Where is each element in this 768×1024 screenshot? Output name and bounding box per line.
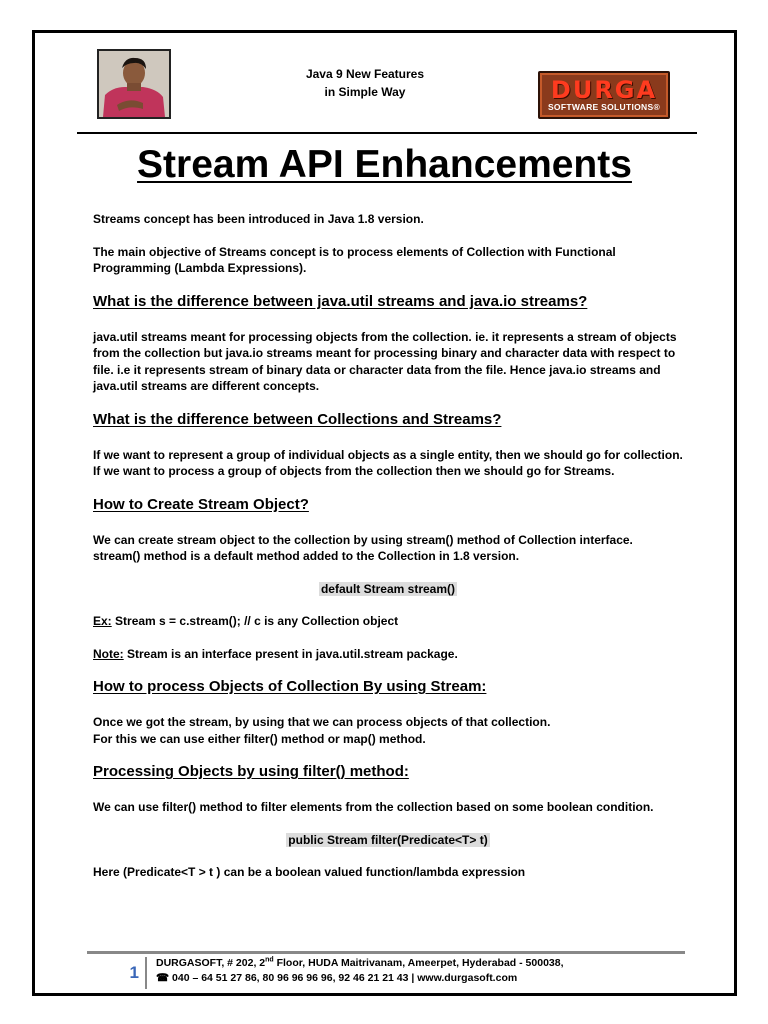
heading-collections-vs-streams: What is the difference between Collections and Streams? — [93, 410, 502, 428]
header-divider — [77, 132, 697, 134]
header-title-line1: Java 9 New Features — [305, 67, 425, 81]
phone-icon: ☎ — [156, 972, 170, 984]
example-text: Stream s = c.stream(); // c is any Collection object — [111, 614, 399, 628]
heading-filter-method: Processing Objects by using filter() method: — [93, 763, 409, 780]
footer-line1 — [156, 956, 686, 971]
process-line1: Once we got the stream, by using that we can process objects of that collection. — [93, 715, 551, 729]
paragraph-predicate: Here (Predicate<T > t ) can be a boolean valued function/lambda expression — [93, 865, 526, 879]
process-line2: For this we can use either filter() method or map() method. — [93, 731, 426, 746]
page-frame — [32, 30, 737, 996]
note-label: Note: — [93, 646, 124, 661]
footer-address-part2: Floor, HUDA Maitrivanam, Ameerpet, Hyderabad - 500038, — [273, 957, 564, 969]
example-label: Ex: — [93, 614, 112, 628]
paragraph-collections-vs-streams: If we want to represent a group of individual objects as a single entity, then we should go for collection. If we want to process a group of objects from the collection then we should go for Streams. — [93, 447, 683, 478]
logo-sub-text: SOFTWARE SOLUTIONS® — [547, 101, 661, 112]
code-line-stream-method — [93, 581, 683, 598]
logo-main-text: DURGA — [550, 75, 658, 104]
paragraph-filter-method: We can use filter() method to filter elements from the collection based on some boolean condition. — [93, 800, 654, 814]
footer-line2 — [156, 971, 686, 986]
document-body — [93, 211, 683, 897]
paragraph-intro: Streams concept has been introduced in Java 1.8 version. — [93, 212, 424, 226]
paragraph-process-objects — [93, 714, 683, 747]
heading-process-objects: How to process Objects of Collection By using Stream: — [93, 678, 487, 695]
page-number: 1 — [87, 957, 147, 989]
footer-contact: 040 – 64 51 27 86, 80 96 96 96 96, 92 46 21 21 43 | www.durgasoft.com — [169, 972, 518, 984]
header-title-line2: in Simple Way — [324, 85, 406, 99]
paragraph-util-vs-io: java.util streams meant for processing objects from the collection. ie. it represents a stream of objects from the collection but java.io streams meant for processing binary and character data with respect to file. i.e it represents stream of binary data or character data from the file. Hence java.io streams and java.util streams are different concepts. — [93, 329, 677, 393]
code-stream-signature: default Stream stream() — [320, 581, 456, 596]
author-photo — [97, 49, 171, 119]
page-title: Stream API Enhancements — [137, 143, 632, 186]
code-line-filter — [93, 832, 683, 849]
footer-floor-suffix: nd — [265, 956, 274, 964]
example-line — [93, 613, 683, 630]
paragraph-objective: The main objective of Streams concept is to process elements of Collection with Functional Programming (Lambda Expressions). — [93, 244, 616, 275]
heading-create-stream: How to Create Stream Object? — [93, 495, 309, 513]
heading-util-vs-io: What is the difference between java.util streams and java.io streams? — [93, 292, 588, 310]
code-filter-signature: public Stream filter(Predicate<T> t) — [288, 832, 488, 847]
paragraph-create-stream: We can create stream object to the collection by using stream() method of Collection interface. stream() method is a default method added to the Collection in 1.8 version. — [93, 532, 633, 563]
footer-address — [156, 956, 686, 986]
note-text: Stream is an interface present in java.util.stream package. — [123, 646, 458, 661]
durga-logo — [538, 71, 670, 119]
note-line — [93, 646, 683, 663]
footer-address-part1: DURGASOFT, # 202, 2 — [156, 957, 266, 969]
footer-divider — [87, 951, 685, 954]
document-header-title — [265, 65, 465, 101]
